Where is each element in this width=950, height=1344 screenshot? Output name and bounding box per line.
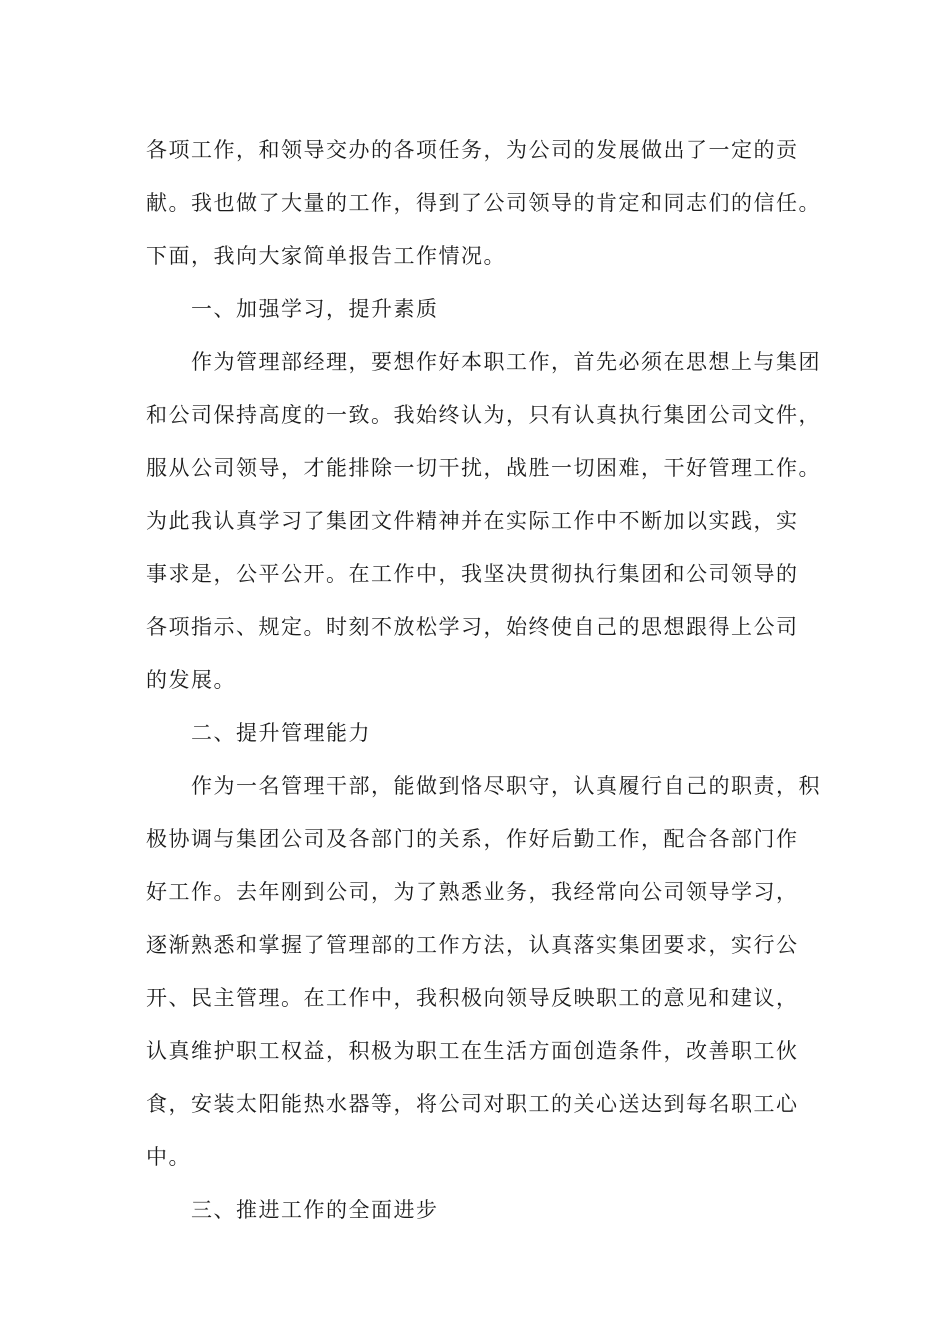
text-line: 好工作。去年刚到公司，为了熟悉业务，我经常向公司领导学习，: [146, 880, 799, 904]
text-line: 各项指示、规定。时刻不放松学习，始终使自己的思想跟得上公司: [146, 615, 799, 639]
text-line: 下面，我向大家简单报告工作情况。: [146, 244, 506, 268]
text-line: 食，安装太阳能热水器等，将公司对职工的关心送达到每名职工心: [146, 1092, 799, 1116]
document-body: [146, 124, 821, 1237]
section-heading-1: 一、加强学习，提升素质: [146, 297, 439, 321]
text-line: 服从公司领导，才能排除一切干扰，战胜一切困难，干好管理工作。: [146, 456, 821, 480]
section-heading-2: 二、提升管理能力: [146, 721, 371, 745]
text-line: 的发展。: [146, 668, 236, 692]
text-line: 作为管理部经理，要想作好本职工作，首先必须在思想上与集团: [146, 350, 821, 374]
text-line: 为此我认真学习了集团文件精神并在实际工作中不断加以实践，实: [146, 509, 799, 533]
text-line: 认真维护职工权益，积极为职工在生活方面创造条件，改善职工伙: [146, 1039, 799, 1063]
text-line: 中。: [146, 1145, 191, 1169]
text-line: 极协调与集团公司及各部门的关系，作好后勤工作，配合各部门作: [146, 827, 799, 851]
text-line: 各项工作，和领导交办的各项任务，为公司的发展做出了一定的贡: [146, 138, 799, 162]
text-line: 事求是，公平公开。在工作中，我坚决贯彻执行集团和公司领导的: [146, 562, 799, 586]
text-line: 和公司保持高度的一致。我始终认为，只有认真执行集团公司文件，: [146, 403, 821, 427]
text-line: 开、民主管理。在工作中，我积极向领导反映职工的意见和建议，: [146, 986, 799, 1010]
text-line: 作为一名管理干部，能做到恪尽职守，认真履行自己的职责，积: [146, 774, 821, 798]
section-heading-3: 三、推进工作的全面进步: [146, 1198, 439, 1222]
text-line: 献。我也做了大量的工作，得到了公司领导的肯定和同志们的信任。: [146, 191, 821, 215]
text-line: 逐渐熟悉和掌握了管理部的工作方法，认真落实集团要求，实行公: [146, 933, 799, 957]
